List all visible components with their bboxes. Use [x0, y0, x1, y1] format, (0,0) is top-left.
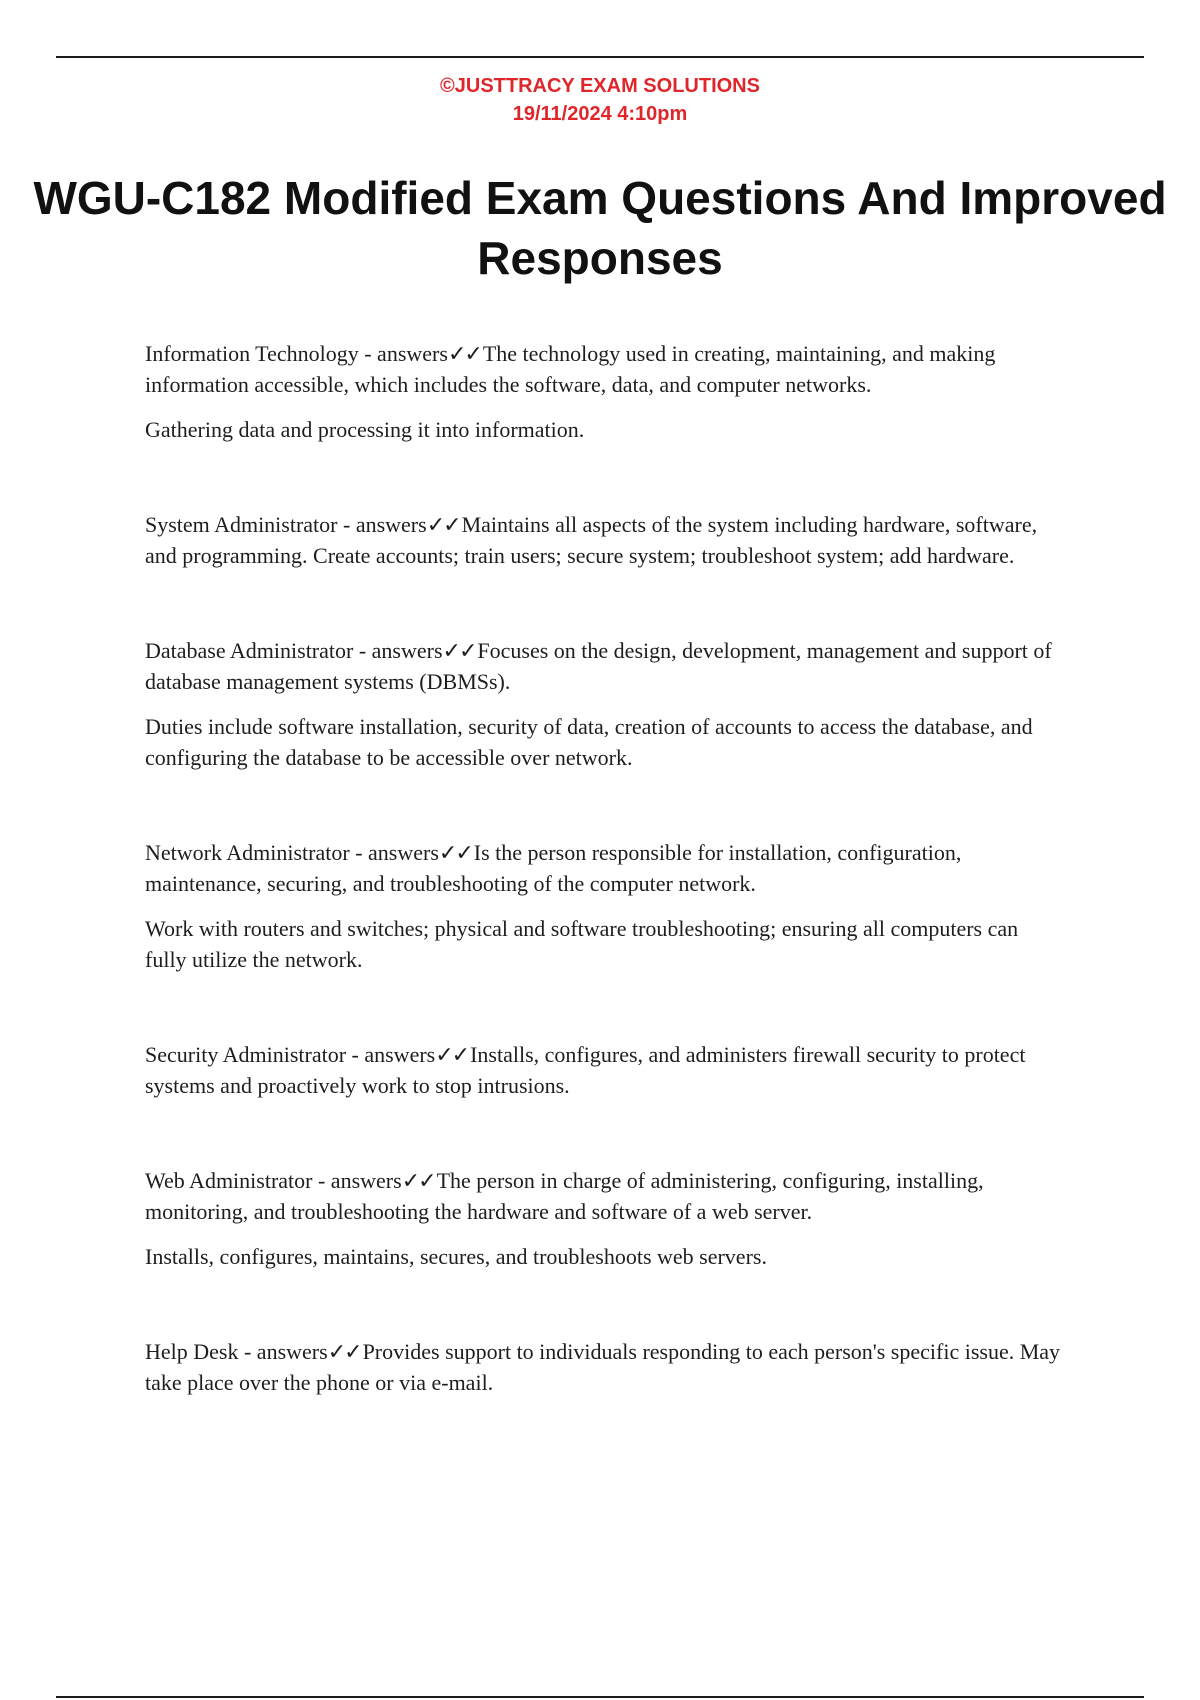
qa-entry: [145, 1165, 1065, 1272]
qa-term: Help Desk: [145, 1339, 239, 1364]
qa-entry: [145, 1039, 1065, 1101]
qa-answer: The person in charge of administering, configuring, installing, monitoring, and troubleshooting the hardware and software of a web server.: [145, 1168, 984, 1224]
qa-answer: Focuses on the design, development, management and support of database management systems (DBMSs).: [145, 638, 1052, 694]
qa-term: Information Technology: [145, 341, 359, 366]
qa-list: [145, 338, 1065, 1398]
qa-entry: [145, 338, 1065, 445]
qa-extra: Work with routers and switches; physical and software troubleshooting; ensuring all computers can fully utilize the network.: [145, 916, 1019, 972]
bottom-rule: [56, 1696, 1144, 1698]
checkmark-icon: ✓✓: [442, 638, 476, 663]
qa-answer: Is the person responsible for installation, configuration, maintenance, securing, and troubleshooting of the computer network.: [145, 840, 962, 896]
header-datetime: 19/11/2024 4:10pm: [512, 103, 688, 125]
qa-definition: [145, 1165, 1065, 1227]
qa-definition: [145, 1336, 1065, 1398]
qa-answer: Maintains all aspects of the system including hardware, software, and programming. Create accounts; train users; secure system; troubleshoot system; add hardware.: [145, 512, 1038, 568]
qa-entry: [145, 837, 1065, 975]
qa-entry: [145, 509, 1065, 571]
qa-separator: - answers: [312, 1168, 402, 1193]
checkmark-icon: ✓✓: [447, 341, 481, 366]
qa-separator: - answers: [349, 840, 439, 865]
qa-answer: Provides support to individuals responding to each person's specific issue. May take place over the phone or via e-mail.: [145, 1339, 1061, 1395]
qa-extra: Installs, configures, maintains, secures, and troubleshoots web servers.: [145, 1244, 767, 1269]
qa-separator: - answers: [346, 1042, 436, 1067]
qa-separator: - answers: [337, 512, 427, 537]
document-title: WGU-C182 Modified Exam Questions And Improved Responses: [33, 172, 1167, 284]
qa-separator: - answers: [353, 638, 443, 663]
qa-separator: - answers: [238, 1339, 328, 1364]
checkmark-icon: ✓✓: [401, 1168, 435, 1193]
qa-answer: The technology used in creating, maintaining, and making information accessible, which includes the software, data, and computer networks.: [145, 341, 996, 397]
qa-entry: [145, 1336, 1065, 1398]
qa-extra: Gathering data and processing it into information.: [145, 417, 585, 442]
qa-term: Web Administrator: [145, 1168, 313, 1193]
qa-term: Database Administrator: [145, 638, 354, 663]
checkmark-icon: ✓✓: [438, 840, 472, 865]
qa-definition: [145, 509, 1065, 571]
qa-entry: [145, 635, 1065, 773]
top-rule: [56, 56, 1144, 58]
document-header: [0, 72, 1200, 128]
qa-answer: Installs, configures, and administers firewall security to protect systems and proactively work to stop intrusions.: [145, 1042, 1026, 1098]
qa-term: Security Administrator: [145, 1042, 347, 1067]
qa-definition: [145, 1039, 1065, 1101]
checkmark-icon: ✓✓: [426, 512, 460, 537]
qa-definition: [145, 837, 1065, 899]
qa-definition: [145, 338, 1065, 400]
qa-separator: - answers: [358, 341, 448, 366]
qa-definition: [145, 635, 1065, 697]
qa-term: System Administrator: [145, 512, 338, 537]
watermark-text: ©JUSTTRACY EXAM SOLUTIONS: [440, 75, 760, 97]
checkmark-icon: ✓✓: [435, 1042, 469, 1067]
checkmark-icon: ✓✓: [327, 1339, 361, 1364]
qa-extra: Duties include software installation, security of data, creation of accounts to access the database, and configuring the database to be accessible over network.: [145, 714, 1033, 770]
qa-term: Network Administrator: [145, 840, 350, 865]
